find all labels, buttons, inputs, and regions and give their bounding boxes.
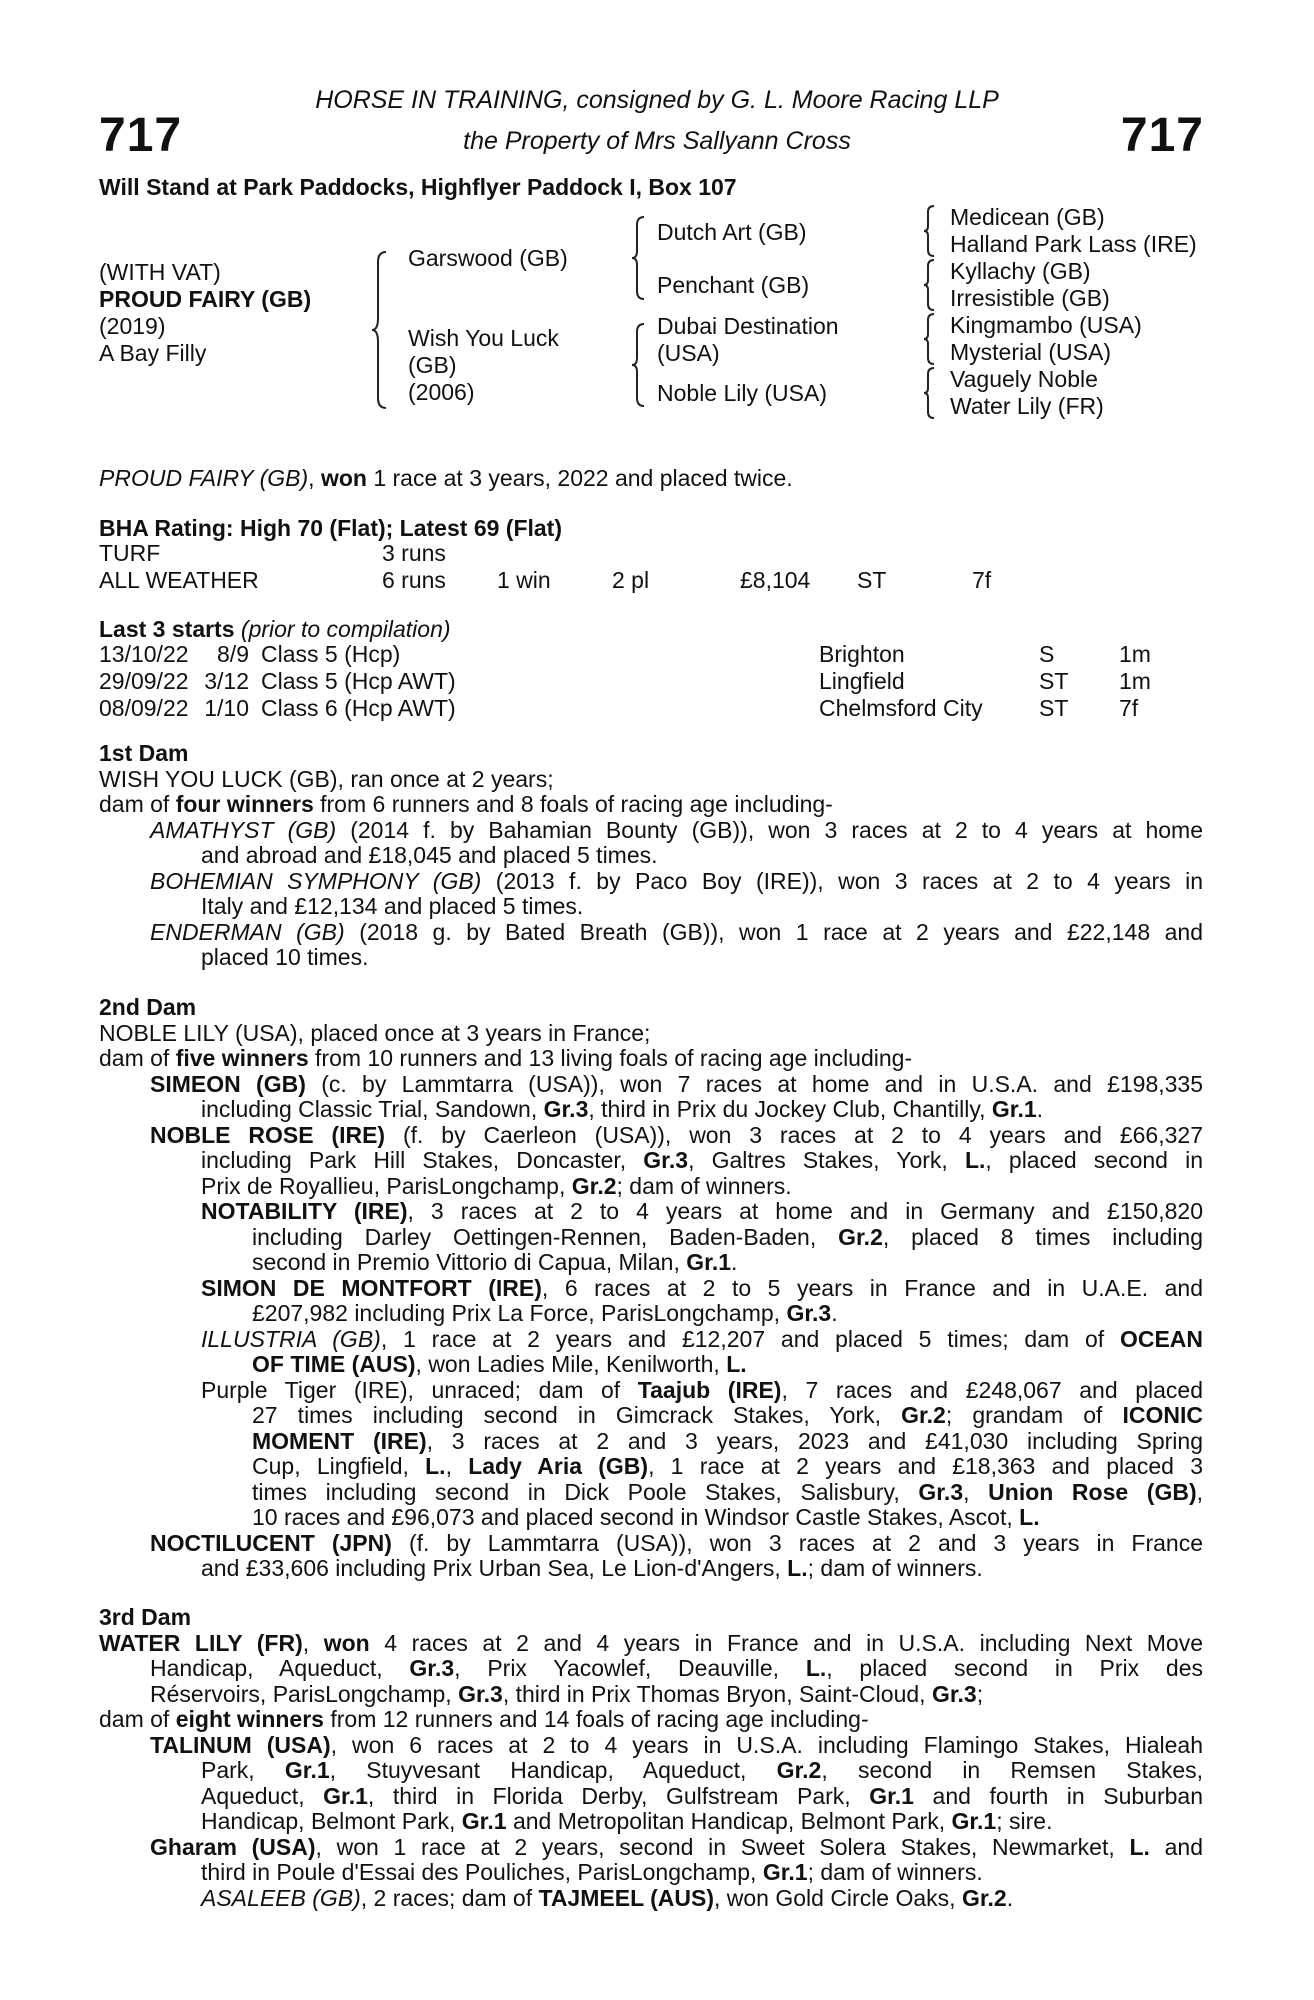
produce-bohemian: BOHEMIAN SYMPHONY (GB) (2013 f. by Paco Boy (IRE)), won 3 races at 2 to 4 years in bbox=[150, 867, 1203, 894]
produce-talinum-cont: Handicap, Belmont Park, Gr.1 and Metropolitan Handicap, Belmont Park, Gr.1; sire. bbox=[201, 1808, 1053, 1834]
start-date: 08/09/22 bbox=[99, 695, 189, 721]
start-race: Class 5 (Hcp AWT) bbox=[261, 668, 456, 694]
gen3-brace-4 bbox=[922, 366, 936, 420]
lot-number-right: 717 bbox=[1120, 109, 1204, 162]
produce-purple-tiger-cont: 10 races and £96,073 and placed second in Windsor Castle Stakes, Ascot, L. bbox=[252, 1504, 1040, 1530]
dam-dam: Noble Lily (USA) bbox=[657, 380, 827, 406]
racing-record-table bbox=[99, 540, 991, 594]
start-going: ST bbox=[1039, 668, 1069, 694]
produce-simon-de-montfort-cont: £207,982 including Prix La Force, ParisLongchamp, Gr.3. bbox=[252, 1300, 838, 1326]
sire-brace bbox=[630, 215, 648, 301]
produce-talinum-cont: Park, Gr.1, Stuyvesant Handicap, Aqueduct, Gr.2, second in Remsen Stakes, bbox=[201, 1757, 1203, 1783]
produce-gharam-cont: third in Poule d'Essai des Pouliches, ParisLongchamp, Gr.1; dam of winners. bbox=[201, 1859, 983, 1885]
start-date: 29/09/22 bbox=[99, 668, 189, 694]
produce-simeon-cont: including Classic Trial, Sandown, Gr.3, third in Prix du Jockey Club, Chantilly, Gr.1. bbox=[201, 1096, 1044, 1122]
produce-purple-tiger-cont: 27 times including second in Gimcrack Stakes, York, Gr.2; grandam of ICONIC bbox=[252, 1402, 1203, 1428]
summary-won: won bbox=[320, 465, 367, 491]
third-dam-line-cont: Réservoirs, ParisLongchamp, Gr.3, third in Prix Thomas Bryon, Saint-Cloud, Gr.3; bbox=[150, 1680, 984, 1707]
second-dam-produce-line: dam of five winners from 10 runners and 13 living foals of racing age including- bbox=[99, 1045, 913, 1071]
start-course: Lingfield bbox=[819, 668, 905, 694]
lot-number-left: 717 bbox=[99, 109, 183, 162]
sire-dam: Penchant (GB) bbox=[657, 272, 810, 298]
produce-amathyst-cont: and abroad and £18,045 and placed 5 times. bbox=[201, 842, 658, 868]
gen3-brace-3 bbox=[922, 312, 936, 366]
second-dam-line: NOBLE LILY (USA), placed once at 3 years in France; bbox=[99, 1019, 651, 1046]
second-dam-heading: 2nd Dam bbox=[99, 994, 197, 1020]
record-surface: TURF bbox=[99, 540, 161, 566]
produce-talinum: TALINUM (USA), won 6 races at 2 to 4 years in U.S.A. including Flamingo Stakes, Hialeah bbox=[150, 1731, 1203, 1758]
last-starts-note: (prior to compilation) bbox=[240, 616, 451, 642]
gen3-1: Medicean (GB) bbox=[950, 204, 1105, 230]
last-starts-table bbox=[99, 641, 1151, 722]
start-course: Chelmsford City bbox=[819, 695, 983, 721]
gen3-brace-1 bbox=[922, 204, 936, 258]
bha-rating: BHA Rating: High 70 (Flat); Latest 69 (Flat) bbox=[99, 515, 562, 541]
dam-sire-line-1: Dubai Destination bbox=[657, 313, 839, 339]
produce-purple-tiger-cont: MOMENT (IRE), 3 races at 2 and 3 years, 2023 and £41,030 including Spring bbox=[252, 1427, 1203, 1454]
last-starts-heading bbox=[99, 616, 451, 643]
dam-sire-line-2: (USA) bbox=[657, 340, 720, 366]
record-wins bbox=[497, 540, 612, 567]
produce-noble-rose-cont: including Park Hill Stakes, Doncaster, Gr.3, Galtres Stakes, York, L., placed second in bbox=[201, 1147, 1203, 1173]
produce-noctilucent: NOCTILUCENT (JPN) (f. by Lammtarra (USA)), won 3 races at 2 and 3 years in France bbox=[150, 1529, 1203, 1556]
gen3-2: Halland Park Lass (IRE) bbox=[950, 231, 1197, 257]
gen3-3: Kyllachy (GB) bbox=[950, 258, 1091, 284]
produce-asaleeb: ASALEEB (GB), 2 races; dam of TAJMEEL (AUS), won Gold Circle Oaks, Gr.2. bbox=[201, 1884, 1014, 1911]
record-row-turf bbox=[99, 540, 991, 567]
gen3-8: Water Lily (FR) bbox=[950, 393, 1104, 419]
dam-line-3: (2006) bbox=[408, 379, 475, 405]
record-placed: 2 pl bbox=[612, 567, 650, 593]
record-distance bbox=[972, 540, 991, 567]
produce-talinum-cont: Aqueduct, Gr.1, third in Florida Derby, Gulfstream Park, Gr.1 and fourth in Suburban bbox=[201, 1782, 1203, 1809]
produce-noctilucent-cont: and £33,606 including Prix Urban Sea, Le Lion-d'Angers, L.; dam of winners. bbox=[201, 1555, 983, 1581]
record-prize bbox=[740, 540, 857, 567]
dam-line-2: (GB) bbox=[408, 352, 457, 378]
start-distance: 1m bbox=[1119, 641, 1151, 667]
produce-bohemian-cont: Italy and £12,134 and placed 5 times. bbox=[201, 893, 584, 919]
start-position: 3/12 bbox=[204, 668, 249, 694]
sire: Garswood (GB) bbox=[408, 245, 568, 271]
third-dam-section bbox=[99, 1605, 1203, 1911]
horse-name: PROUD FAIRY (GB) bbox=[99, 286, 312, 312]
third-dam-line-cont: Handicap, Aqueduct, Gr.3, Prix Yacowlef, Deauville, L., placed second in Prix des bbox=[150, 1655, 1203, 1681]
first-dam-heading: 1st Dam bbox=[99, 740, 189, 766]
record-distance: 7f bbox=[972, 567, 992, 593]
produce-illustria-cont: OF TIME (AUS), won Ladies Mile, Kenilworth, L. bbox=[252, 1351, 747, 1377]
gen3-5: Kingmambo (USA) bbox=[950, 312, 1142, 338]
first-dam-produce-line: dam of four winners from 6 runners and 8 foals of racing age including- bbox=[99, 791, 833, 817]
start-distance: 1m bbox=[1119, 668, 1151, 694]
consignor-line: HORSE IN TRAINING, consigned by G. L. Moore Racing LLP bbox=[315, 86, 999, 114]
start-position: 8/9 bbox=[217, 641, 249, 667]
produce-notability: NOTABILITY (IRE), 3 races at 2 to 4 years at home and in Germany and £150,820 bbox=[201, 1198, 1203, 1224]
record-placed bbox=[612, 540, 740, 567]
start-position: 1/10 bbox=[204, 695, 249, 721]
record-going: ST bbox=[857, 567, 887, 593]
foaling-year: (2019) bbox=[99, 313, 166, 339]
main-brace bbox=[370, 250, 390, 410]
produce-noble-rose-cont: Prix de Royallieu, ParisLongchamp, Gr.2; dam of winners. bbox=[201, 1172, 792, 1199]
produce-enderman: ENDERMAN (GB) (2018 g. by Bated Breath (GB)), won 1 race at 2 years and £22,148 and bbox=[150, 918, 1203, 945]
third-dam-heading: 3rd Dam bbox=[99, 1604, 192, 1630]
last-starts-label: Last 3 starts bbox=[99, 616, 235, 642]
produce-purple-tiger-cont: times including second in Dick Poole Stakes, Salisbury, Gr.3, Union Rose (GB), bbox=[252, 1478, 1204, 1505]
race-summary: PROUD FAIRY (GB), won 1 race at 3 years, 2022 and placed twice. bbox=[99, 465, 793, 491]
record-wins: 1 win bbox=[497, 567, 551, 593]
gen3-brace-2 bbox=[922, 258, 936, 312]
gen3-6: Mysterial (USA) bbox=[950, 339, 1112, 365]
gen3-7: Vaguely Noble bbox=[950, 366, 1098, 392]
produce-notability-cont: second in Premio Vittorio di Capua, Milan, Gr.1. bbox=[252, 1249, 738, 1275]
record-runs: 3 runs bbox=[382, 540, 446, 566]
start-row bbox=[99, 668, 1151, 695]
record-going bbox=[857, 540, 972, 567]
sire-sire: Dutch Art (GB) bbox=[657, 219, 807, 245]
third-dam-produce-line: dam of eight winners from 12 runners and 14 foals of racing age including- bbox=[99, 1706, 869, 1732]
start-date: 13/10/22 bbox=[99, 641, 189, 667]
start-row bbox=[99, 695, 1151, 722]
dam-line-1: Wish You Luck bbox=[408, 325, 559, 351]
dam-brace bbox=[630, 322, 648, 408]
produce-purple-tiger: Purple Tiger (IRE), unraced; dam of Taajub (IRE), 7 races and £248,067 and placed bbox=[201, 1376, 1203, 1403]
third-dam-line: WATER LILY (FR), won 4 races at 2 and 4 years in France and in U.S.A. including Next Move bbox=[99, 1629, 1204, 1656]
produce-purple-tiger-cont: Cup, Lingfield, L., Lady Aria (GB), 1 race at 2 years and £18,363 and placed 3 bbox=[252, 1453, 1203, 1479]
record-runs: 6 runs bbox=[382, 567, 446, 593]
start-distance: 7f bbox=[1119, 695, 1139, 721]
produce-enderman-cont: placed 10 times. bbox=[201, 944, 369, 970]
produce-simon-de-montfort: SIMON DE MONTFORT (IRE), 6 races at 2 to 5 years in France and in U.A.E. and bbox=[201, 1274, 1204, 1301]
start-race: Class 5 (Hcp) bbox=[261, 641, 401, 667]
first-dam-line: WISH YOU LUCK (GB), ran once at 2 years; bbox=[99, 765, 554, 792]
produce-simeon: SIMEON (GB) (c. by Lammtarra (USA)), won 7 races at home and in U.S.A. and £198,335 bbox=[150, 1070, 1203, 1097]
start-race: Class 6 (Hcp AWT) bbox=[261, 695, 456, 721]
second-dam-section bbox=[99, 995, 1203, 1582]
record-prize: £8,104 bbox=[740, 567, 811, 593]
start-course: Brighton bbox=[819, 641, 905, 667]
summary-rest: 1 race at 3 years, 2022 and placed twice. bbox=[373, 465, 793, 491]
stand-location: Will Stand at Park Paddocks, Highflyer Paddock I, Box 107 bbox=[99, 174, 737, 200]
produce-gharam: Gharam (USA), won 1 race at 2 years, second in Sweet Solera Stakes, Newmarket, L. and bbox=[150, 1833, 1203, 1860]
produce-illustria: ILLUSTRIA (GB), 1 race at 2 years and £12,207 and placed 5 times; dam of OCEAN bbox=[201, 1325, 1204, 1352]
summary-horse-name: PROUD FAIRY (GB) bbox=[99, 465, 309, 491]
horse-description: A Bay Filly bbox=[99, 340, 207, 366]
produce-noble-rose: NOBLE ROSE (IRE) (f. by Caerleon (USA)), won 3 races at 2 to 4 years and £66,327 bbox=[150, 1121, 1203, 1148]
produce-amathyst: AMATHYST (GB) (2014 f. by Bahamian Bounty (GB)), won 3 races at 2 to 4 years at home bbox=[150, 816, 1203, 843]
produce-notability-cont: including Darley Oettingen-Rennen, Baden-Baden, Gr.2, placed 8 times including bbox=[252, 1223, 1203, 1250]
start-going: ST bbox=[1039, 695, 1069, 721]
record-surface: ALL WEATHER bbox=[99, 567, 259, 593]
start-going: S bbox=[1039, 641, 1055, 667]
start-row bbox=[99, 641, 1151, 668]
record-row-all-weather bbox=[99, 567, 991, 594]
property-line: the Property of Mrs Sallyann Cross bbox=[463, 127, 851, 155]
vat-label: (WITH VAT) bbox=[99, 259, 221, 285]
gen3-4: Irresistible (GB) bbox=[950, 285, 1110, 311]
first-dam-section bbox=[99, 741, 1203, 971]
